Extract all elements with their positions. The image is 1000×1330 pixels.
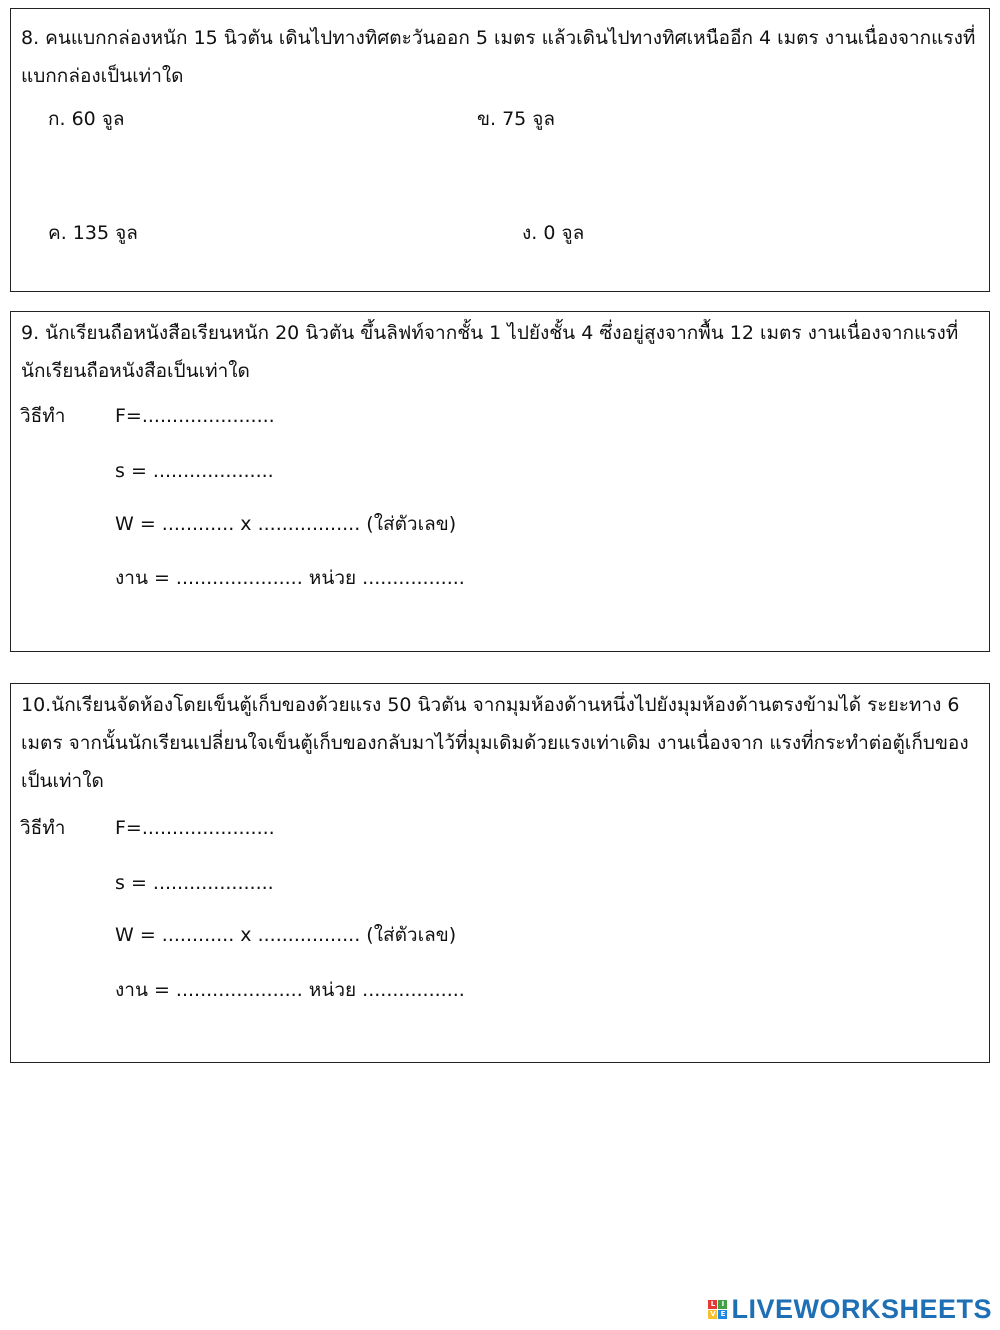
logo-block-e: E [718,1310,727,1319]
q10-distance-line[interactable]: s = .................... [115,872,274,894]
q8-option-c[interactable]: ค. 135 จูล [48,222,138,244]
logo-block-v: V [710,1309,716,1318]
q9-distance-line[interactable]: s = .................... [115,460,274,482]
q8-option-b[interactable]: ข. 75 จูล [477,108,556,130]
logo-text: LIVEWORKSHEETS [731,1293,992,1324]
liveworksheets-logo [708,1294,992,1324]
question-10-text: 10.นักเรียนจัดห้องโดยเข็นตู้เก็บของด้วยแรง 50 นิวตัน จากมุมห้องด้านหนึ่งไปยังมุมห้องด้านตรงข้ามได้ ระยะทาง 6 เมตร จากนั้นนักเรียนเปลี่ยนใจเข็นตู้เก็บของกลับมาไว้ที่มุมเดิมด้วยแรงเท่าเดิม งานเนื่องจาก แรงที่กระทำต่อตู้เก็บของเป็นเท่าใด [21,694,969,792]
q9-force-line[interactable]: F=...................... [115,405,275,427]
question-9-text: 9. นักเรียนถือหนังสือเรียนหนัก 20 นิวตัน ขึ้นลิฟท์จากชั้น 1 ไปยังชั้น 4 ซึ่งอยู่สูงจากพื้น 12 เมตร งานเนื่องจากแรงที่นักเรียนถือหนังสือเป็นเท่าใด [21,322,959,382]
q9-work-answer-line[interactable]: งาน = ..................... หน่วย ................. [115,567,465,589]
q10-method-label: วิธีทำ [20,817,66,839]
question-8-text: 8. คนแบกกล่องหนัก 15 นิวตัน เดินไปทางทิศตะวันออก 5 เมตร แล้วเดินไปทางทิศเหนืออีก 4 เมตร งานเนื่องจากแรงที่แบกกล่องเป็นเท่าใด [21,27,976,87]
question-10-box [10,683,990,1063]
q10-work-formula-line[interactable]: W = ............ x ................. (ใส่ตัวเลข) [115,924,457,946]
q8-option-d[interactable]: ง. 0 จูล [522,222,585,244]
q10-work-answer-line[interactable]: งาน = ..................... หน่วย ................. [115,979,465,1001]
logo-block-l: L [708,1300,717,1309]
logo-block-i: I [718,1300,727,1309]
q10-force-line[interactable]: F=...................... [115,817,275,839]
q8-option-a[interactable]: ก. 60 จูล [48,108,125,130]
question-8-box [10,8,990,292]
question-9-box [10,311,990,652]
q9-method-label: วิธีทำ [20,405,66,427]
logo-blocks-icon [708,1300,727,1319]
q9-work-formula-line[interactable]: W = ............ x ................. (ใส่ตัวเลข) [115,513,457,535]
